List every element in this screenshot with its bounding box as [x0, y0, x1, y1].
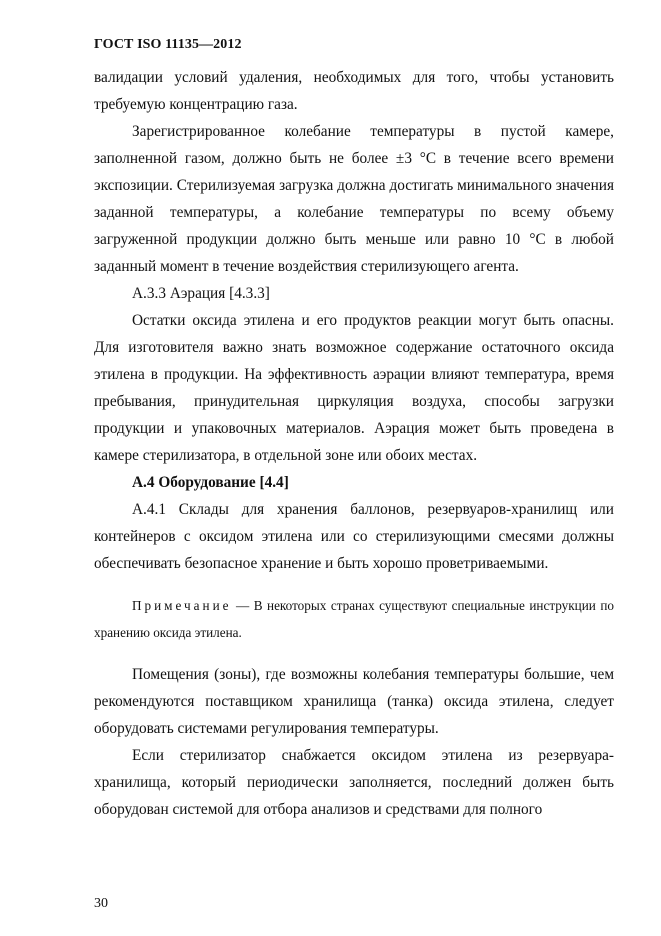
- note-paragraph: [94, 592, 614, 646]
- page-number: 30: [94, 896, 108, 911]
- heading-a33-aeration: А.3.3 Аэрация [4.3.3]: [132, 285, 270, 302]
- paragraph-sterilizer-supply: Если стерилизатор снабжается оксидом этилена из резервуара-хранилища, который периодически заполняется, последний должен быть оборудован системой для отбора анализов и средствами для полного: [94, 747, 614, 818]
- document-body: [94, 64, 614, 823]
- note-dash: —: [231, 598, 254, 613]
- paragraph-a41-storage: А.4.1 Склады для хранения баллонов, резервуаров-хранилищ или контейнеров с оксидом этилена или со стерилизующими смесями должны обеспечивать безопасное хранение и быть хорошо проветриваемыми.: [94, 501, 614, 572]
- standard-header: ГОСТ ISO 11135—2012: [94, 37, 242, 52]
- note-label: Примечание: [132, 598, 232, 613]
- heading-a4-equipment: А.4 Оборудование [4.4]: [132, 474, 289, 491]
- paragraph-temperature: Зарегистрированное колебание температуры в пустой камере, заполненной газом, должно быть не более ±3 °С в течение всего времени экспозиции. Стерилизуемая загрузка должна достигать минимального значения заданной температуры, а колебание температуры по всему объему загруженной продукции должно быть меньше или равно 10 °С в любой заданный момент в течение воздействия стерилизующего агента.: [94, 123, 614, 275]
- paragraph-premises: Помещения (зоны), где возможны колебания температуры большие, чем рекомендуются поставщиком хранилища (танка) оксида этилена, следует оборудовать системами регулирования температуры.: [94, 666, 614, 737]
- note-text: В некоторых странах существуют специальные инструкции по хранению оксида этилена.: [94, 598, 614, 640]
- paragraph-continuation: валидации условий удаления, необходимых для того, чтобы установить требуемую концентрацию газа.: [94, 69, 614, 113]
- paragraph-aeration: Остатки оксида этилена и его продуктов реакции могут быть опасны. Для изготовителя важно знать возможное содержание остаточного оксида этилена в продукции. На эффективность аэрации влияют температура, время пребывания, принудительная циркуляция воздуха, способы загрузки продукции и упаковочных материалов. Аэрация может быть проведена в камере стерилизатора, в отдельной зоне или обоих местах.: [94, 312, 614, 464]
